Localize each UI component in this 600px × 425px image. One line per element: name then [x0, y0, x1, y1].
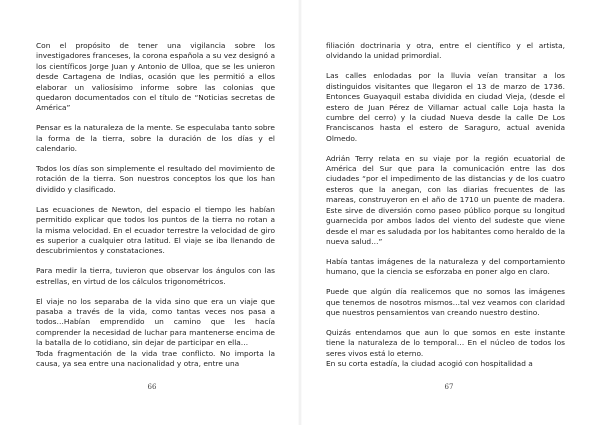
right-page: [300, 0, 600, 425]
paragraph: Las ecuaciones de Newton, del espacio el tiempo les habían permitido explicar que todos los puntos de la tierra no rotan a la misma velocidad. En el ecuador terrestre la velocidad de giro es superior a cualquier otra latitud. El viaje se iba llenando de descubrimientos y constataciones.: [36, 204, 275, 256]
paragraph: El viaje no los separaba de la vida sino que era un viaje que pasaba a través de la vida, como tantas veces nos pasa a todos…Habían emprendido un camino que les hacía comprender la necesidad de luchar para mantenerse encima de la batalla de lo cotidiano, sin dejar de participar en ella…: [36, 296, 275, 348]
paragraph: Adrián Terry relata en su viaje por la región ecuatorial de América del Sur que para la comunicación entre las dos ciudades “por el impedimento de las distancias y de los cuatro esteros que la anegan, con las diarias frecuentes de las mareas, construyeron en el año de 1710 un puente de madera. Este sirve de diversión como paseo público porque su longitud guarnecida por ambos lados del viento del sudeste que viene desde el mar es saludada por los habitantes como heraldo de la nueva salud…”: [326, 153, 565, 246]
paragraph: Para medir la tierra, tuvieron que observar los ángulos con las estrellas, en virtud de los cálculos trigonométricos.: [36, 266, 275, 286]
paragraph: Quizás entendamos que aun lo que somos en este instante tiene la naturaleza de lo temporal… En el núcleo de todos los seres vivos está lo eterno.: [326, 327, 565, 358]
paragraph: Con el propósito de tener una vigilancia sobre los investigadores franceses, la corona española a su vez designó a los científicos Jorge Juan y Antonio de Ulloa, que se les unieron desde Cartagena de Indias, ocasión que les permitió a ellos elaborar un valiosísimo informe sobre las colonias que quedaron documentados con el título de “Noticias secretas de América”: [36, 41, 275, 113]
paragraph: filiación doctrinaria y otra, entre el científico y el artista, olvidando la unidad primordial.: [326, 41, 565, 61]
page-number: 66: [147, 383, 157, 391]
paragraph: Había tantas imágenes de la naturaleza y del comportamiento humano, que la ciencia se esforzaba en poner algo en claro.: [326, 256, 565, 277]
paragraph: Puede que algún día realicemos que no somos las imágenes que tenemos de nosotros mismos…tal vez veamos con claridad que nuestros pensamientos van creando nuestro destino.: [326, 287, 565, 317]
paragraph: En su corta estadía, la ciudad acogió con hospitalidad a: [326, 359, 533, 369]
paragraph: Las calles enlodadas por la lluvia veían transitar a los distinguidos visitantes que llegaron el 13 de marzo de 1736. Entonces Guayaquil estaba dividida en ciudad Vieja, (desde el estero de Juan Pérez de Villamar actual calle Loja hasta la cumbre del cerro) y la ciudad Nueva desde la calle De Los Franciscanos hasta el estero de Saraguro, actual avenida Olmedo.: [326, 71, 565, 143]
page-number: 67: [444, 383, 454, 391]
paragraph: Toda fragmentación de la vida trae conflicto. No importa la causa, ya sea entre una nacionalidad y otra, entre una: [36, 348, 275, 369]
paragraph: Todos los días son simplemente el resultado del movimiento de rotación de la tierra. Son nuestros conceptos los que los han dividido y clasificado.: [36, 164, 275, 194]
left-page-text: [36, 41, 275, 379]
paragraph: Pensar es la naturaleza de la mente. Se especulaba tanto sobre la forma de la tierra, sobre la duración de los días y el calendario.: [36, 123, 275, 154]
right-page-text: [326, 41, 565, 379]
